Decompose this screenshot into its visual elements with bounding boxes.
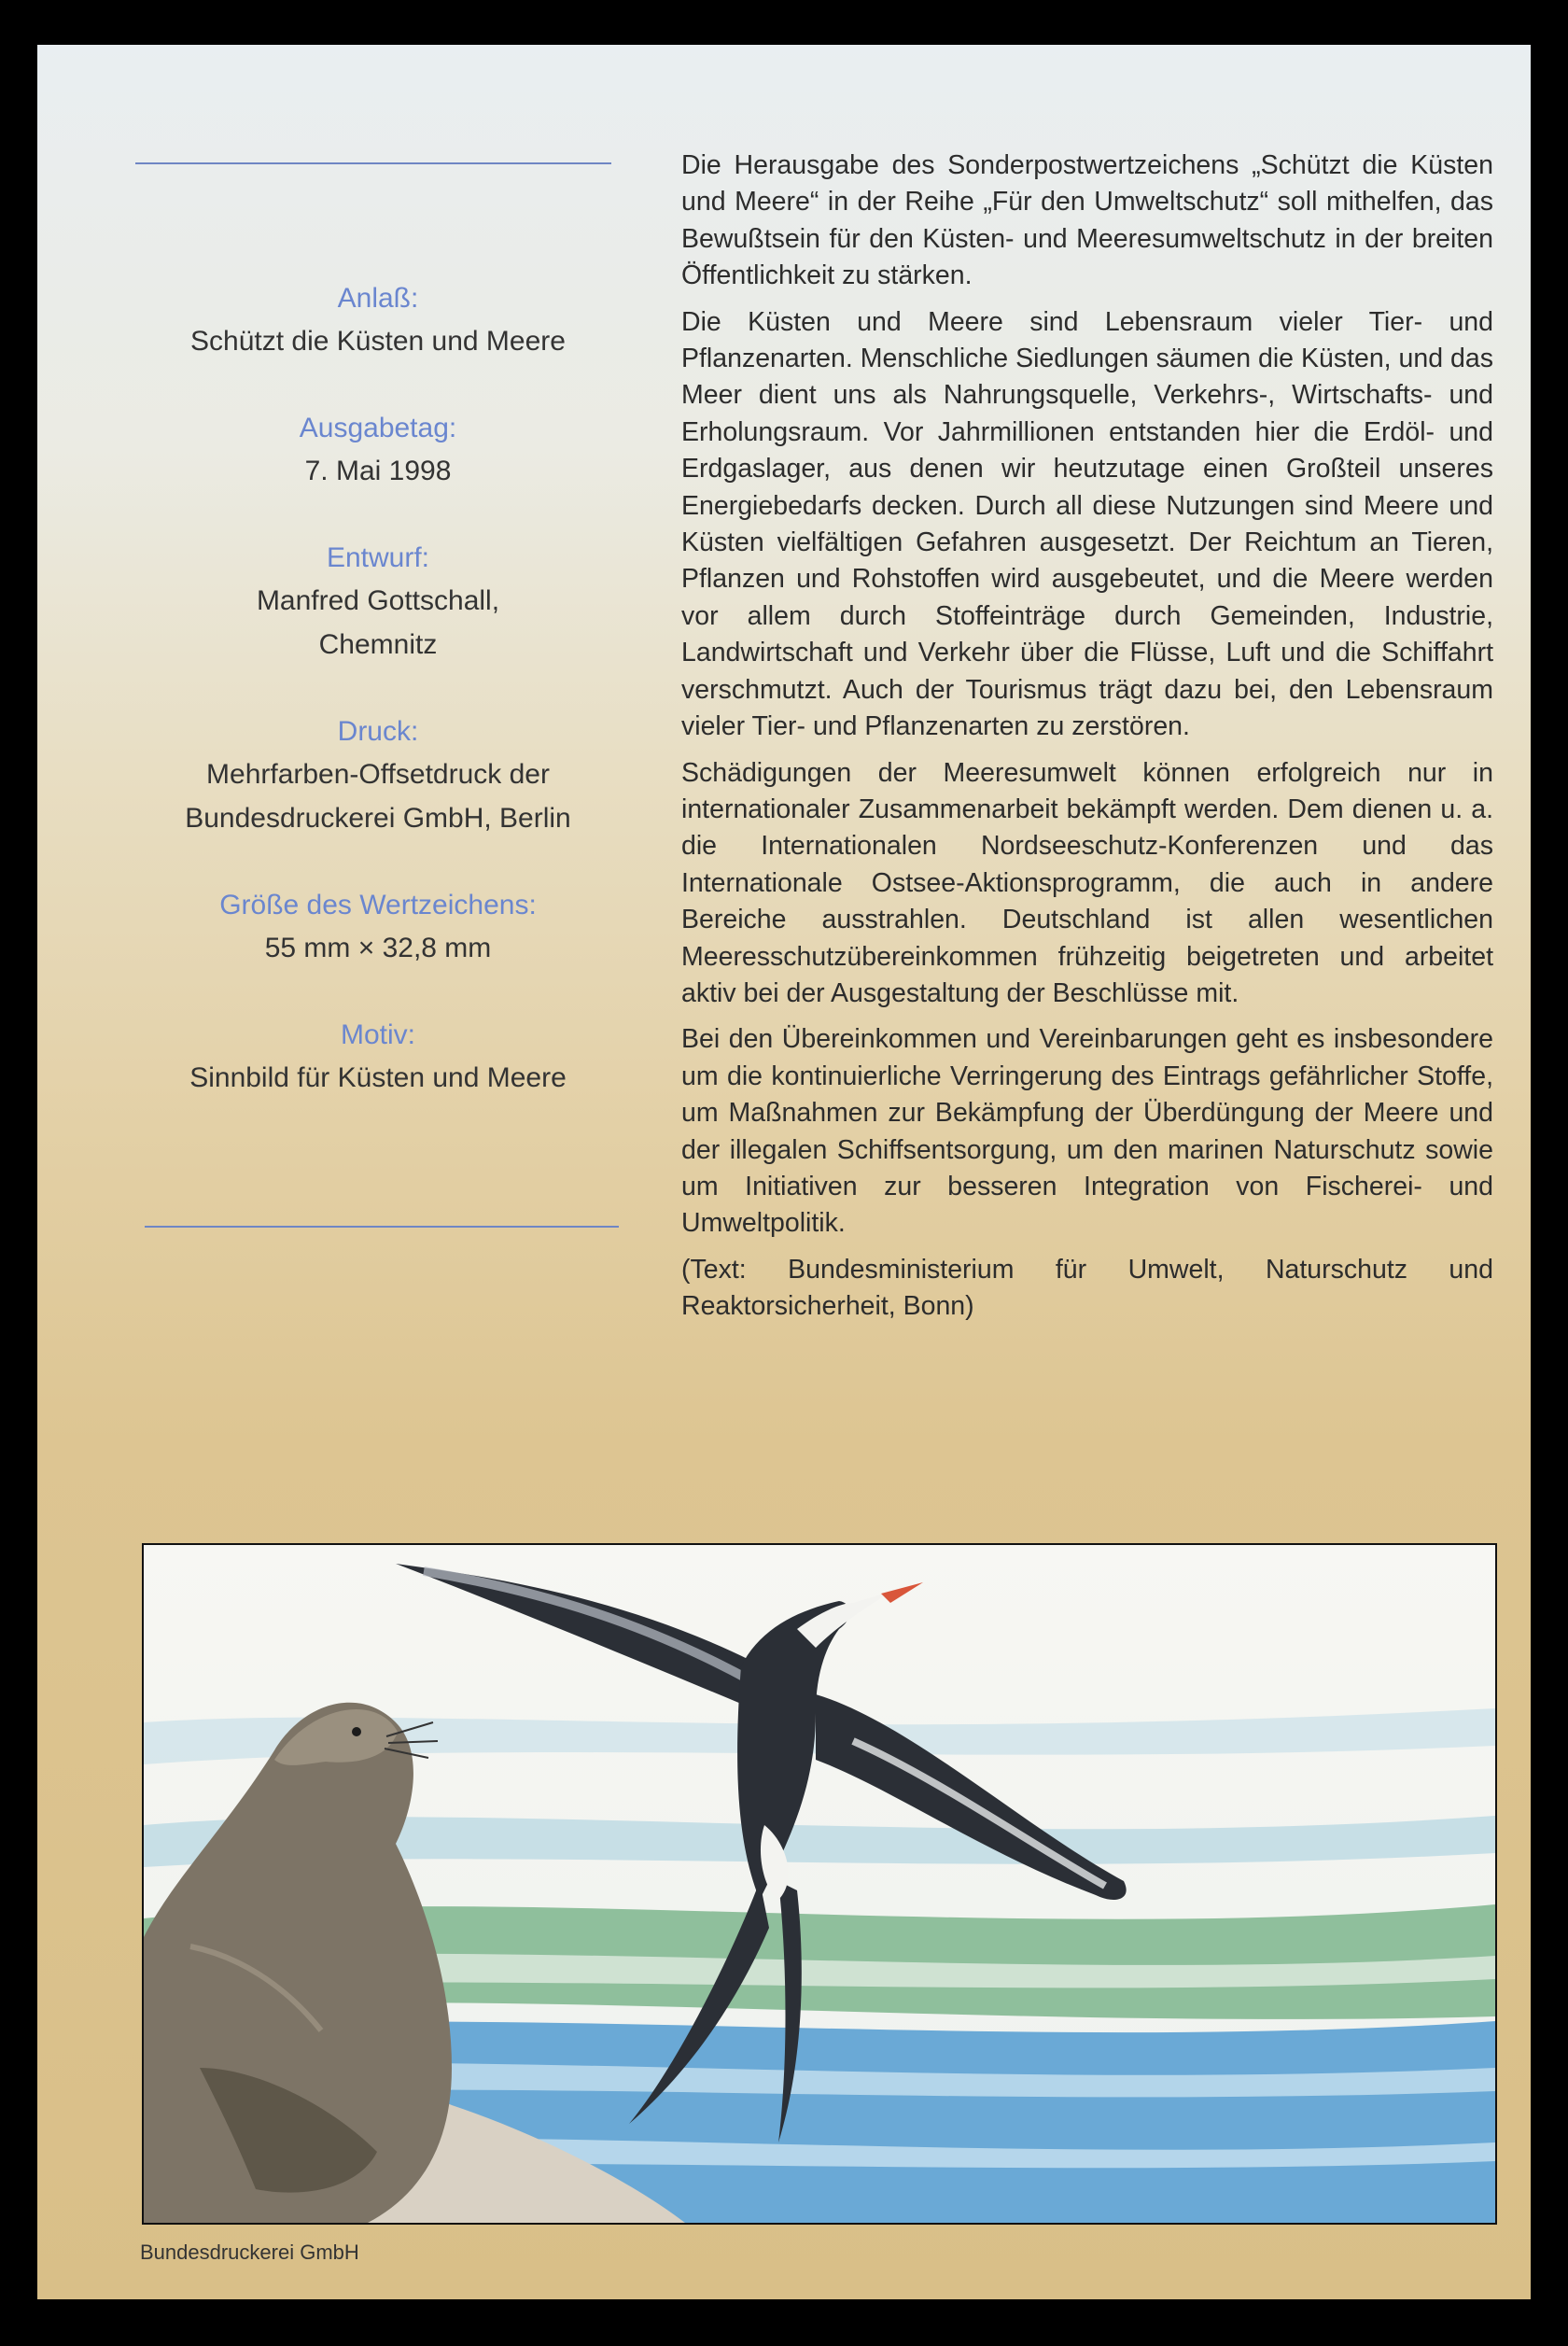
spec-label: Druck: bbox=[337, 716, 419, 747]
spec-value: Mehrfarben-Offsetdruck der bbox=[206, 759, 550, 790]
spec-value: Bundesdruckerei GmbH, Berlin bbox=[185, 803, 571, 834]
spec-value: Manfred Gottschall, bbox=[256, 585, 500, 616]
spec-value: Sinnbild für Küsten und Meere bbox=[189, 1062, 567, 1093]
spec-size bbox=[131, 885, 625, 970]
source-note: (Text: Bundesministerium für Umwelt, Naturschutz und Reaktorsicherheit, Bonn) bbox=[681, 1254, 1493, 1322]
spec-motif bbox=[131, 1015, 625, 1100]
spec-label: Entwurf: bbox=[326, 542, 430, 573]
specs-column bbox=[131, 278, 625, 1145]
paragraph: Schädigungen der Meeresumwelt können erfolgreich nur in internationaler Zusammenarbeit bekämpft werden. Dem dienen u. a. die Internationalen Nordseeschutz-Konferenzen und das Internationale Ostsee-Aktionsprogramm, die auch in andere Bereiche ausstrahlen. Deutschland ist allen wesentlichen Meeresschutzübereinkommen frühzeitig beigetreten und arbeitet aktiv bei der Ausgestaltung der Beschlüsse mit. bbox=[681, 757, 1493, 1008]
bottom-divider bbox=[145, 1226, 619, 1228]
spec-label: Motiv: bbox=[340, 1019, 415, 1050]
top-divider bbox=[135, 162, 611, 164]
leaflet-page bbox=[37, 45, 1531, 2299]
spec-label: Ausgabetag: bbox=[299, 413, 457, 443]
stamp-illustration bbox=[142, 1543, 1497, 2225]
spec-occasion bbox=[131, 278, 625, 363]
spec-value: 55 mm × 32,8 mm bbox=[264, 933, 492, 963]
spec-label: Anlaß: bbox=[337, 283, 419, 314]
spec-issue-date bbox=[131, 408, 625, 493]
paragraph: Die Küsten und Meere sind Lebensraum vieler Tier- und Pflanzenarten. Menschliche Siedlungen säumen die Küsten, und das Meer dient uns als Nahrungsquelle, Verkehrs-, Wirtschafts- und Erholungsraum. Vor Jahrmillionen entstanden hier die Erdöl- und Erdgaslager, aus denen wir heutzutage einen Großteil unseres Energiebedarfs decken. Durch all diese Nutzungen sind Meere und Küsten vielfältigen Gefahren ausgesetzt. Der Reichtum an Tieren, Pflanzen und Rohstoffen wird ausgebeutet, und die Meere werden vor allem durch Stoffeinträge durch Gemeinden, Industrie, Landwirtschaft und Verkehr über die Flüsse, Luft und die Schiffahrt verschmutzt. Auch der Tourismus trägt dazu bei, den Lebensraum vieler Tier- und Pflanzenarten zu zerstören. bbox=[681, 306, 1493, 742]
seal-and-tern-illustration bbox=[144, 1545, 1495, 2223]
spec-label: Größe des Wertzeichens: bbox=[219, 890, 537, 920]
spec-value: Chemnitz bbox=[318, 629, 438, 660]
spec-print bbox=[131, 711, 625, 840]
body-text bbox=[681, 148, 1493, 1335]
paragraph: Bei den Übereinkommen und Vereinbarungen geht es insbesondere um die kontinuierliche Verringerung des Eintrags gefährlicher Stoffe, um Maßnahmen zur Bekämpfung der Überdüngung der Meere und der illegalen Schiffsentsorgung, um den marinen Naturschutz sowie um Initiativen zur besseren Integration von Fischerei- und Umweltpolitik. bbox=[681, 1024, 1493, 1239]
spec-value: 7. Mai 1998 bbox=[304, 456, 452, 486]
spec-value: Schützt die Küsten und Meere bbox=[190, 326, 566, 357]
paragraph: Die Herausgabe des Sonderpostwertzeichens „Schützt die Küsten und Meere“ in der Reihe „Für den Umweltschutz“ soll mithelfen, das Bewußtsein für den Küsten- und Meeresumweltschutz in der breiten Öffentlichkeit zu stärken. bbox=[681, 150, 1493, 291]
printer-credit: Bundesdruckerei GmbH bbox=[140, 2241, 359, 2264]
spec-design bbox=[131, 538, 625, 667]
